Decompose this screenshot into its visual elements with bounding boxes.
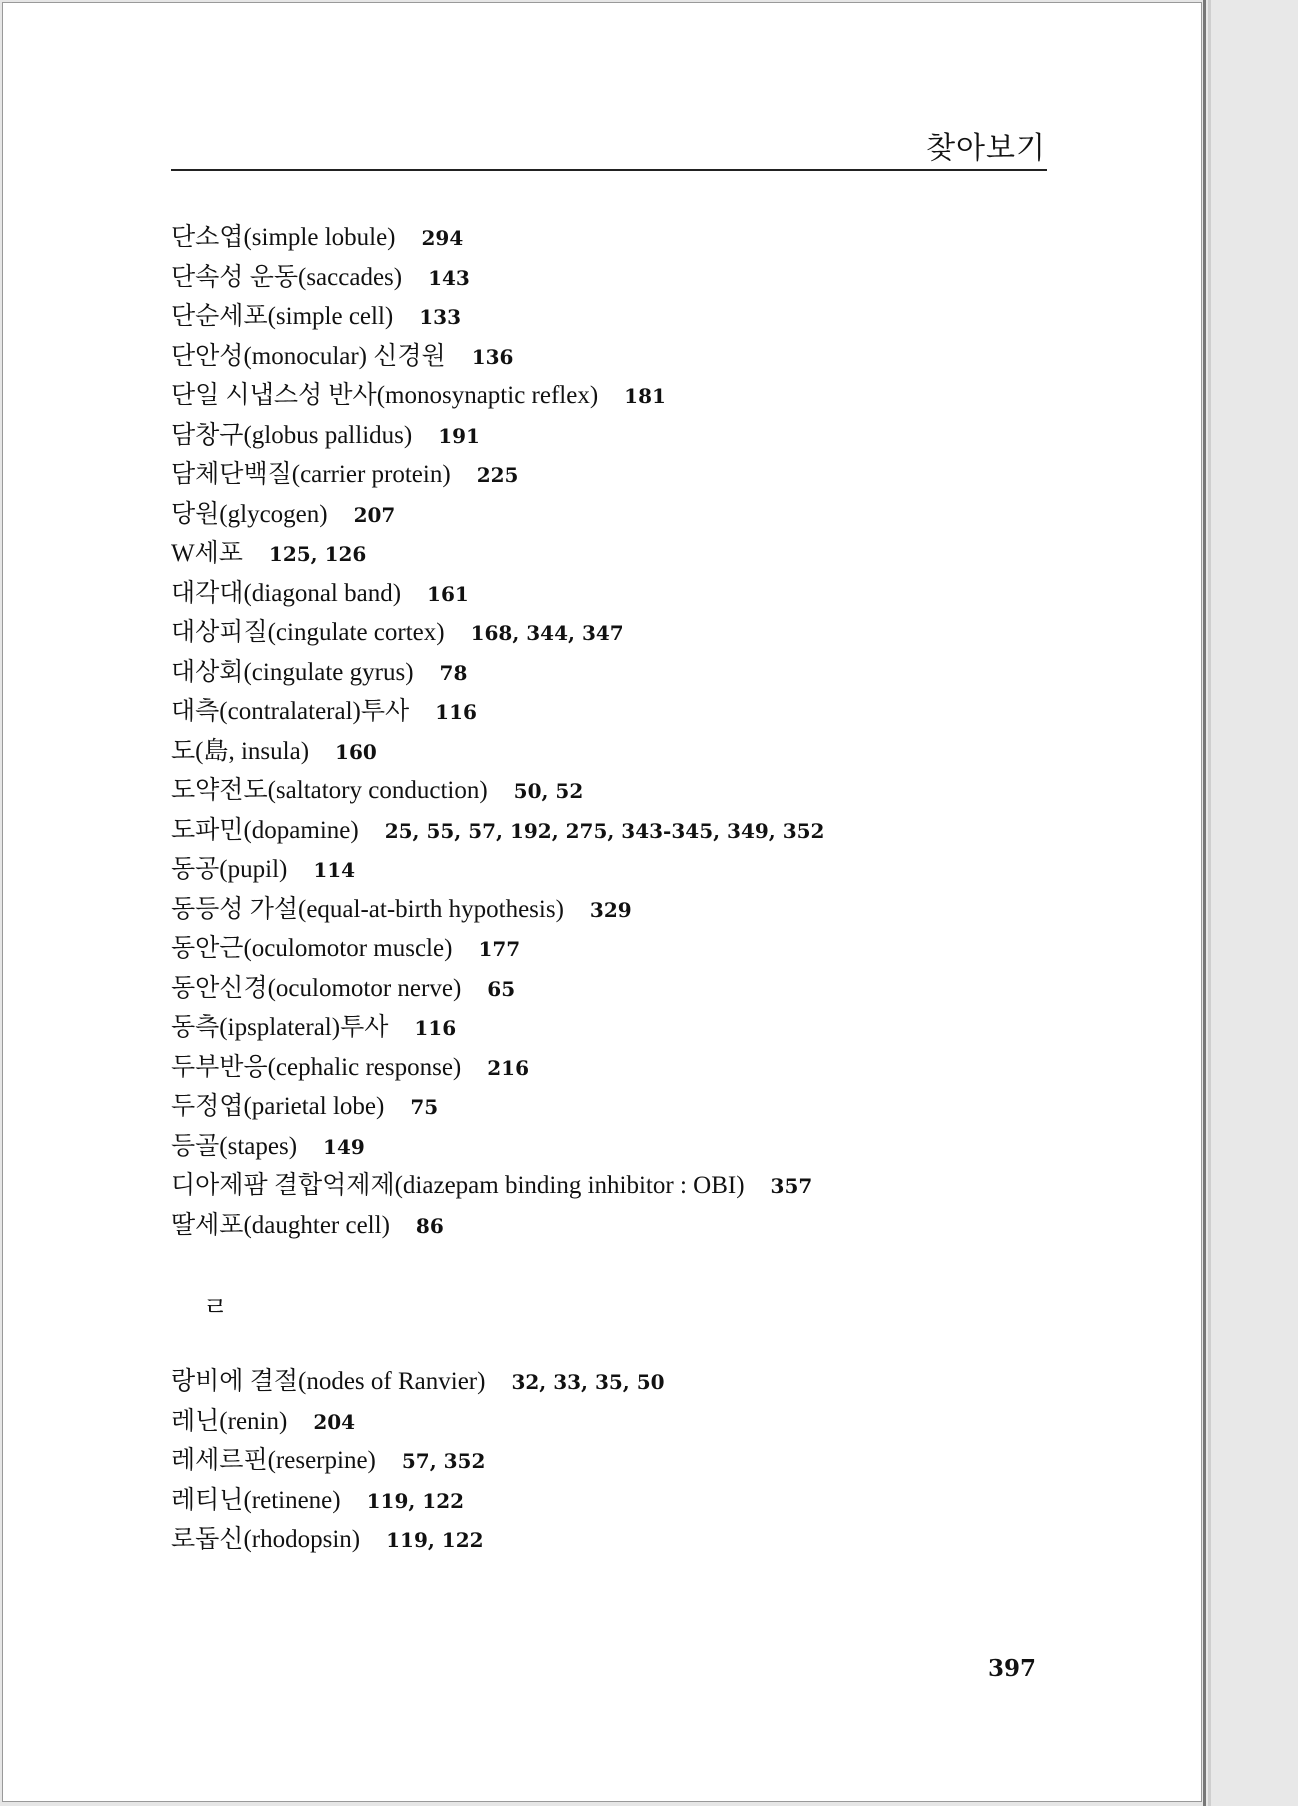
- entry-pages: 57, 352: [401, 1449, 486, 1473]
- index-entry: [171, 691, 1051, 731]
- entry-term: 당원(glycogen): [171, 500, 328, 528]
- entry-pages: 119, 122: [366, 1488, 465, 1513]
- entry-pages: 191: [438, 423, 480, 448]
- entry-pages: 125, 126: [268, 542, 367, 566]
- entry-term: 도약전도(saltatory conduction): [171, 777, 488, 804]
- entry-term: 등골(stapes): [171, 1132, 298, 1160]
- index-entry: [171, 1401, 1051, 1441]
- index-entry: [171, 1480, 1051, 1520]
- entry-pages: 294: [421, 226, 464, 250]
- index-entry: [171, 296, 1051, 336]
- entry-term: 단순세포(simple cell): [171, 303, 394, 330]
- entry-pages: 225: [476, 463, 519, 487]
- entry-term: 디아제팜 결합억제제(diazepam binding inhibitor : OBI): [171, 1172, 745, 1199]
- index-entry: [171, 454, 1051, 494]
- entry-term: 동안근(oculomotor muscle): [171, 935, 453, 962]
- book-page: [2, 2, 1202, 1802]
- entry-pages: 207: [353, 502, 396, 527]
- entry-term: 대상회(cingulate gyrus): [171, 658, 414, 686]
- entry-pages: 114: [313, 858, 356, 882]
- index-entry: [171, 573, 1051, 613]
- section-heading-r: ㄹ: [203, 1293, 229, 1323]
- index-entry: [171, 1165, 1051, 1205]
- entry-pages: 168, 344, 347: [470, 621, 624, 645]
- entry-term: 단일 시냅스성 반사(monosynaptic reflex): [171, 382, 599, 409]
- entry-term: 레닌(renin): [171, 1407, 288, 1435]
- index-entries-r: [171, 1361, 1051, 1559]
- index-entry: [171, 770, 1051, 810]
- index-entry: [171, 415, 1051, 455]
- entry-pages: 161: [427, 581, 469, 606]
- index-entry: [171, 217, 1051, 257]
- entry-pages: 149: [323, 1134, 365, 1159]
- entry-pages: 181: [624, 384, 666, 408]
- entry-pages: 143: [428, 265, 470, 290]
- entry-pages: 32, 33, 35, 50: [511, 1370, 665, 1394]
- index-entry: [171, 652, 1051, 692]
- index-entry: [171, 731, 1051, 771]
- header-rule: [171, 169, 1047, 171]
- entry-term: 단안성(monocular) 신경원: [171, 342, 446, 370]
- index-entry: [171, 1007, 1051, 1047]
- entry-term: 담창구(globus pallidus): [171, 421, 413, 449]
- index-entries-d: [171, 217, 1051, 1244]
- index-entry: [171, 533, 1051, 573]
- entry-pages: 136: [471, 344, 514, 369]
- entry-term: 단속성 운동(saccades): [171, 263, 403, 291]
- entry-term: 담체단백질(carrier protein): [171, 461, 451, 488]
- entry-term: 두부반응(cephalic response): [171, 1053, 462, 1081]
- index-entry: [171, 336, 1051, 376]
- entry-term: 동측(ipsplateral)투사: [171, 1014, 389, 1041]
- index-entry: [171, 1205, 1051, 1245]
- entry-term: 로돕신(rhodopsin): [171, 1526, 361, 1553]
- entry-term: 단소엽(simple lobule): [171, 224, 396, 251]
- entry-term: 대각대(diagonal band): [171, 579, 402, 607]
- index-entry: [171, 928, 1051, 968]
- entry-term: 대측(contralateral)투사: [171, 698, 410, 725]
- entry-term: 레티닌(retinene): [171, 1486, 341, 1514]
- index-entry: [171, 375, 1051, 415]
- entry-pages: 177: [478, 937, 521, 961]
- index-entry: [171, 1086, 1051, 1126]
- page-number: 397: [988, 1655, 1037, 1682]
- entry-term: 동등성 가설(equal-at-birth hypothesis): [171, 895, 564, 923]
- index-entry: [171, 1361, 1051, 1401]
- entry-term: 랑비에 결절(nodes of Ranvier): [171, 1368, 486, 1395]
- entry-term: 대상피질(cingulate cortex): [171, 619, 445, 646]
- entry-pages: 204: [313, 1409, 356, 1434]
- index-entry: [171, 1519, 1051, 1559]
- entry-term: 동안신경(oculomotor nerve): [171, 974, 462, 1002]
- entry-term: 도(島, insula): [171, 737, 310, 765]
- entry-term: W세포: [171, 540, 243, 567]
- index-entry: [171, 968, 1051, 1008]
- entry-pages: 116: [414, 1016, 457, 1040]
- entry-pages: 25, 55, 57, 192, 275, 343-345, 349, 352: [384, 818, 825, 843]
- entry-pages: 116: [435, 700, 477, 724]
- entry-pages: 133: [419, 305, 461, 329]
- entry-pages: 86: [415, 1213, 444, 1238]
- entry-term: 레세르핀(reserpine): [171, 1447, 376, 1474]
- entry-pages: 78: [439, 660, 468, 685]
- entry-pages: 329: [589, 897, 632, 922]
- entry-term: 도파민(dopamine): [171, 816, 359, 844]
- entry-pages: 119, 122: [386, 1528, 484, 1552]
- index-entry: [171, 257, 1051, 297]
- index-entry: [171, 494, 1051, 534]
- entry-pages: 75: [410, 1095, 439, 1119]
- index-entry: [171, 810, 1051, 850]
- index-entry: [171, 1047, 1051, 1087]
- running-head: 찾아보기: [926, 131, 1046, 166]
- index-entry: [171, 849, 1051, 889]
- entry-pages: 216: [487, 1055, 530, 1080]
- entry-term: 딸세포(daughter cell): [171, 1211, 390, 1239]
- entry-term: 동공(pupil): [171, 856, 288, 883]
- entry-pages: 357: [770, 1174, 813, 1198]
- index-entry: [171, 889, 1051, 929]
- index-entry: [171, 612, 1051, 652]
- index-entry: [171, 1126, 1051, 1166]
- index-entry: [171, 1440, 1051, 1480]
- entry-pages: 160: [335, 739, 377, 764]
- entry-pages: 50, 52: [513, 779, 584, 803]
- page-stack-edge: [1203, 0, 1298, 1806]
- entry-pages: 65: [487, 976, 516, 1001]
- entry-term: 두정엽(parietal lobe): [171, 1093, 385, 1120]
